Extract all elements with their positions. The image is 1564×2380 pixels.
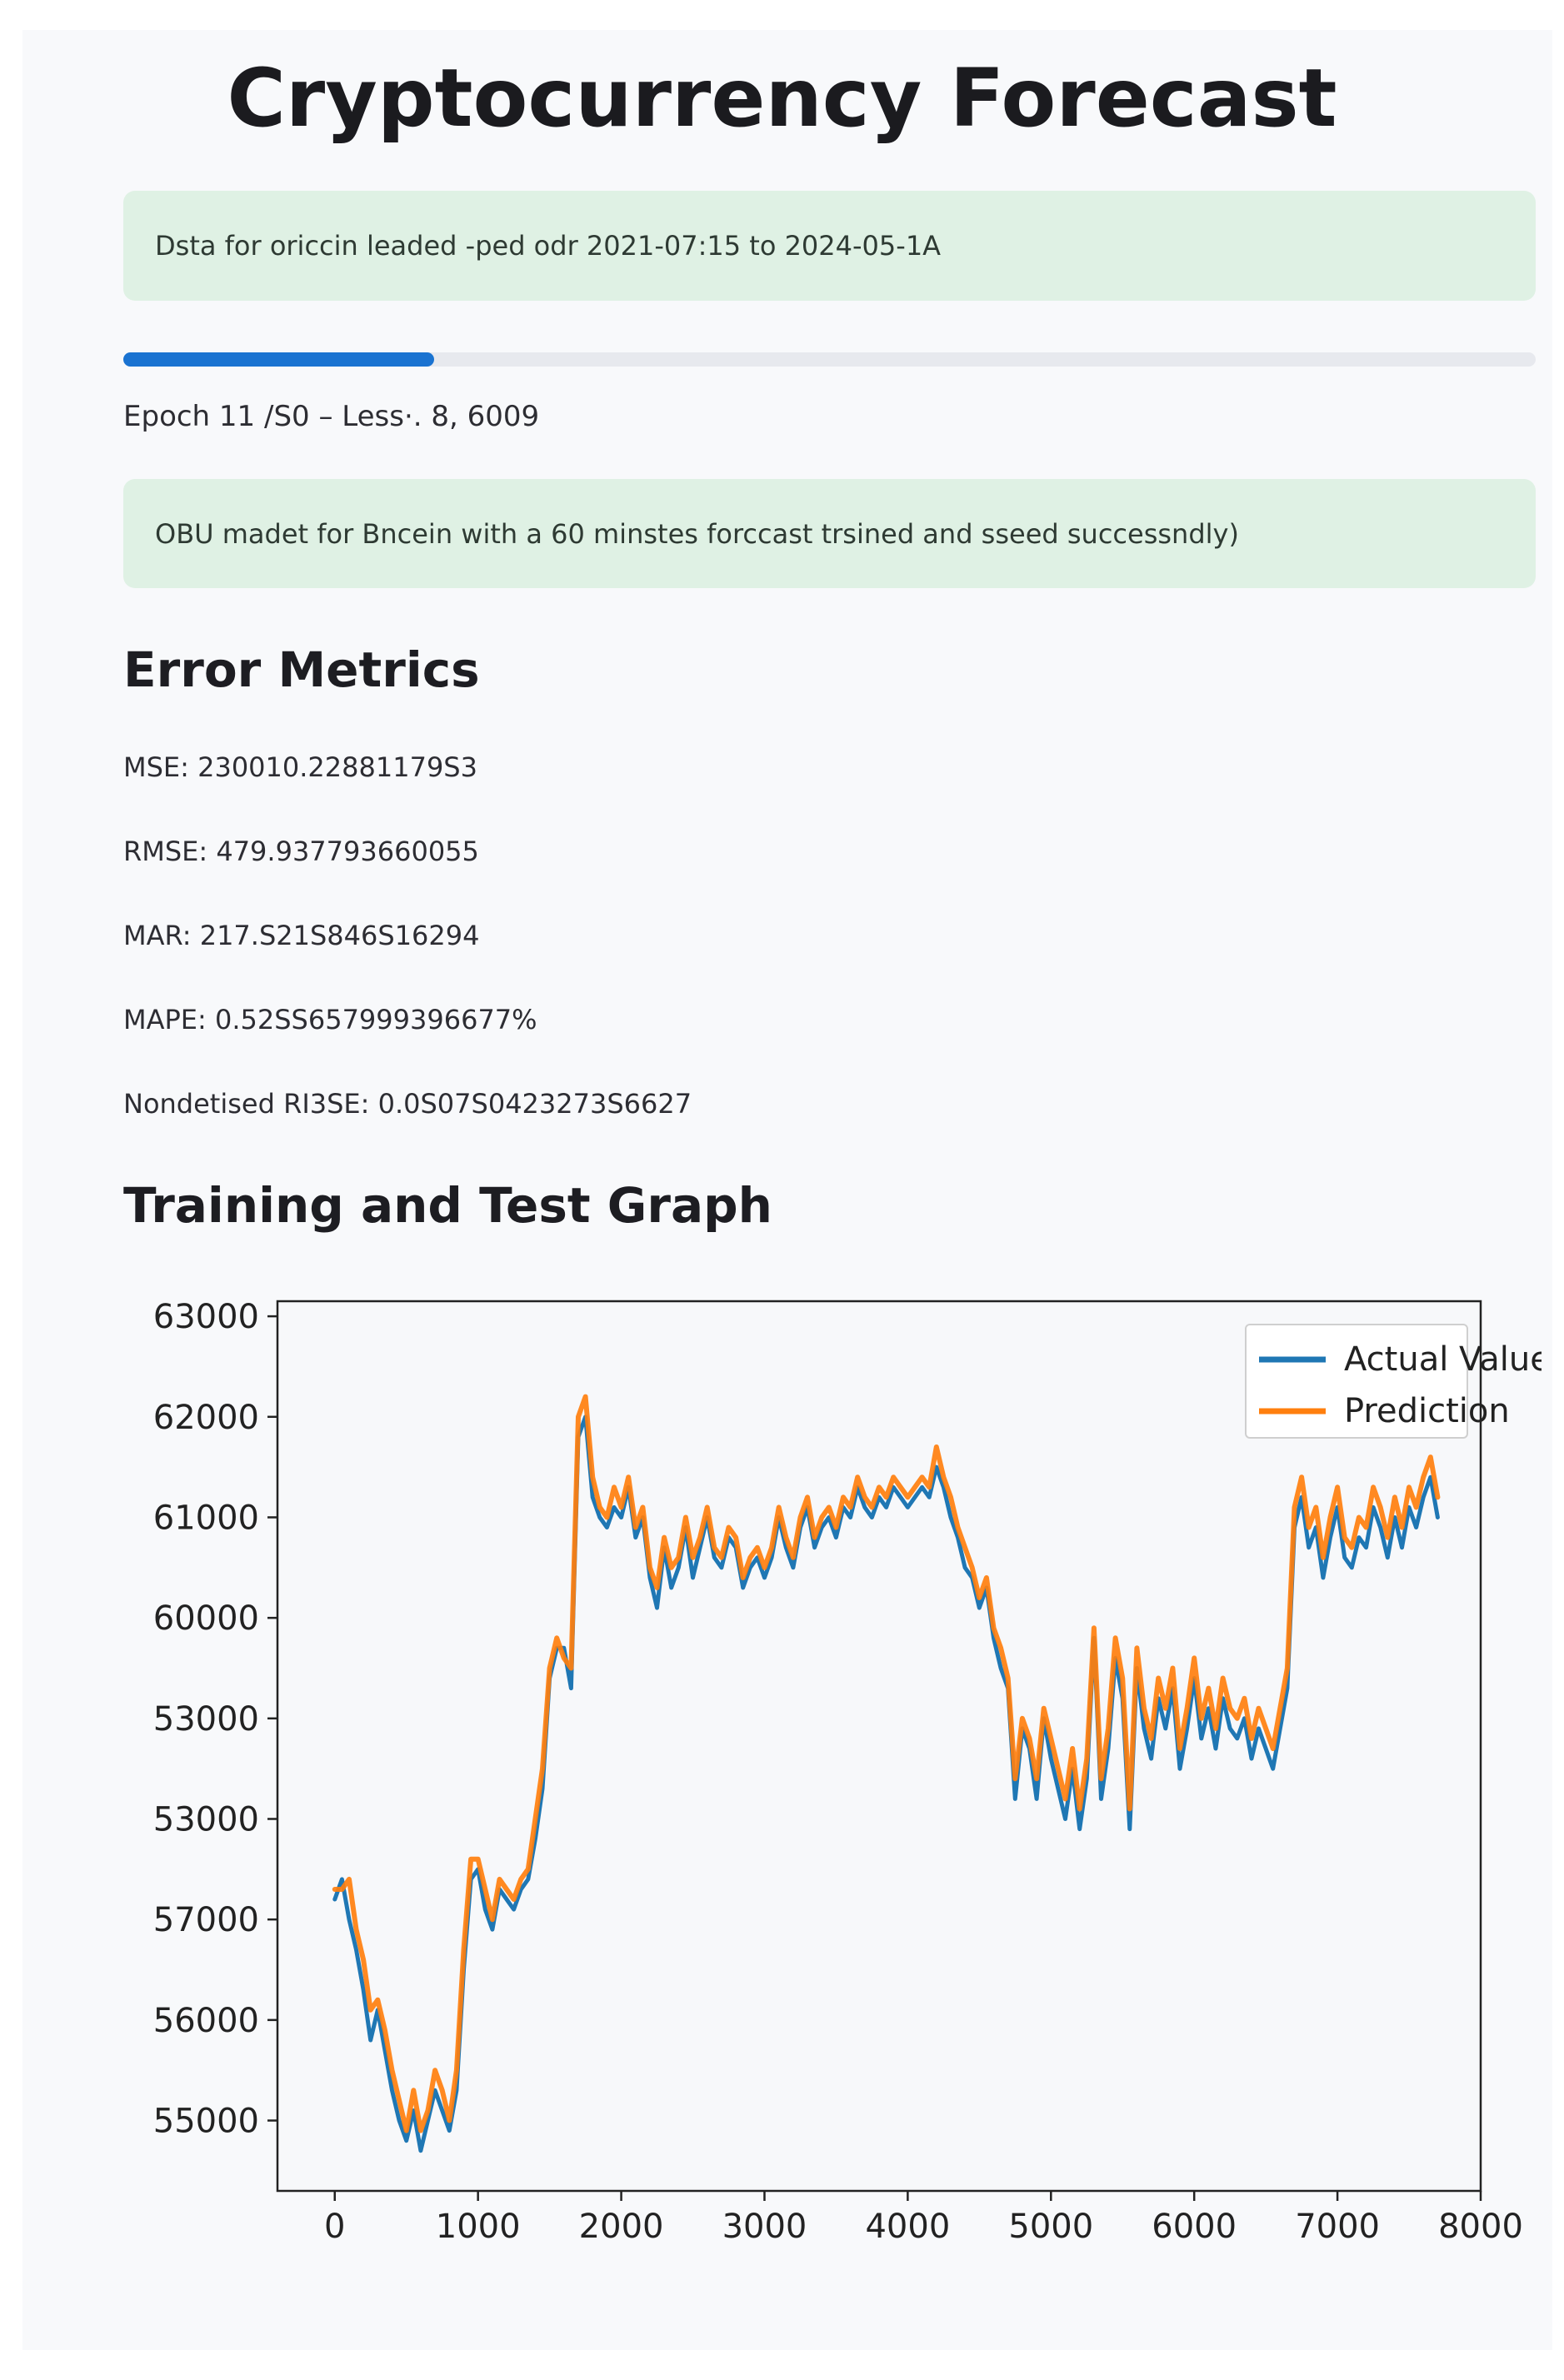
- x-tick-label: 1000: [435, 2208, 521, 2241]
- metric-mape: MAPE: 0.52SS657999396677%: [123, 1004, 537, 1035]
- metric-mse: MSE: 230010.22881179S3: [123, 751, 477, 783]
- x-tick-label: 4000: [865, 2208, 951, 2241]
- metric-normalised-rmse: Nondetised RI3SE: 0.0S07S0423273S6627: [123, 1088, 692, 1120]
- model-trained-alert-text: OBU madet for Bncein with a 60 minstes forccast trsined and sseed successndly): [155, 517, 1239, 550]
- error-metrics-heading: Error Metrics: [123, 641, 480, 698]
- model-trained-alert: [123, 479, 1536, 588]
- y-tick-label: 53000: [152, 1800, 259, 1839]
- y-tick-label: 53000: [152, 1699, 259, 1739]
- training-test-chart: [125, 1275, 1542, 2241]
- data-loaded-alert-text: Dsta for oriccin leaded -ped odr 2021-07:15 to 2024-05-1A: [155, 230, 942, 262]
- x-tick-label: 0: [324, 2208, 346, 2241]
- metric-mae: MAR: 217.S21S846S16294: [123, 920, 480, 951]
- x-tick-label: 6000: [1152, 2208, 1237, 2241]
- data-loaded-alert: [123, 191, 1536, 301]
- training-progress-bar: [123, 352, 1536, 367]
- y-tick-label: 55000: [152, 2102, 259, 2141]
- x-tick-label: 7000: [1295, 2208, 1380, 2241]
- training-progress-fill: [123, 352, 434, 367]
- x-tick-label: 5000: [1008, 2208, 1094, 2241]
- legend-label: Actual Value: [1344, 1340, 1542, 1379]
- legend-label: Prediction: [1344, 1392, 1510, 1430]
- training-progress-text: Epoch 11 /S0 – Less·. 8, 6009: [123, 400, 540, 433]
- chart-svg: [125, 1275, 1542, 2241]
- y-tick-label: 56000: [152, 2001, 259, 2040]
- x-tick-label: 3000: [722, 2208, 807, 2241]
- y-tick-label: 63000: [152, 1298, 259, 1337]
- x-tick-label: 2000: [578, 2208, 664, 2241]
- y-tick-label: 61000: [152, 1499, 259, 1538]
- training-test-graph-heading: Training and Test Graph: [123, 1177, 772, 1234]
- y-tick-label: 62000: [152, 1398, 259, 1437]
- metric-rmse: RMSE: 479.937793660055: [123, 836, 479, 867]
- page-title: Cryptocurrency Forecast: [227, 52, 1337, 145]
- y-tick-label: 57000: [152, 1901, 259, 1940]
- x-tick-label: 8000: [1438, 2208, 1523, 2241]
- y-tick-label: 60000: [152, 1599, 259, 1639]
